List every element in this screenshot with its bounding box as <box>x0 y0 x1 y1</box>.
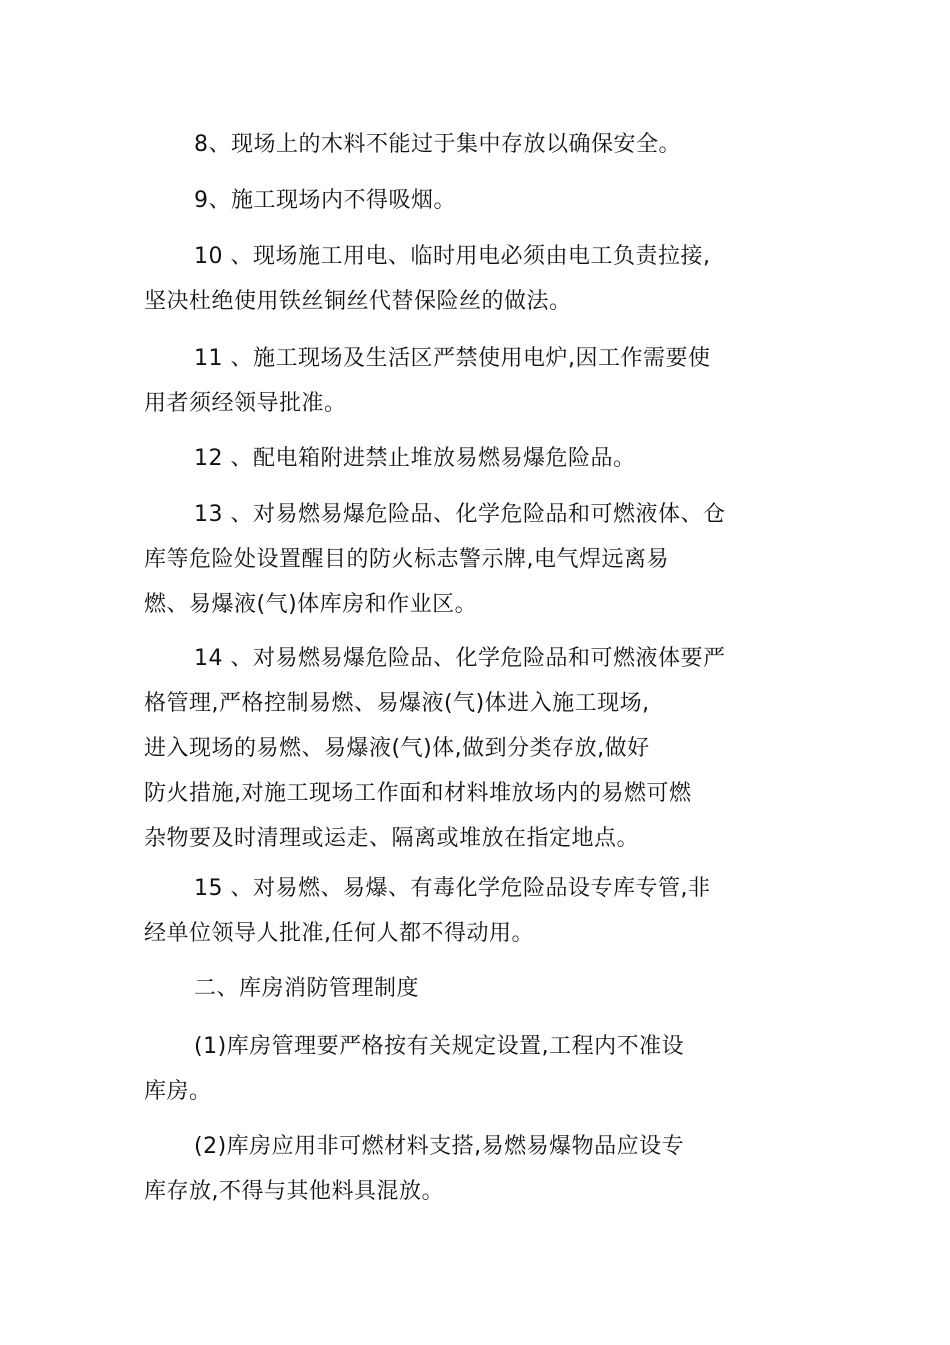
paragraph-line: 10 、现场施工用电、临时用电必须由电工负责拉接, <box>194 244 711 269</box>
paragraph-item-8 <box>144 122 744 167</box>
paragraph-line: 燃、易爆液(气)体库房和作业区。 <box>144 592 478 617</box>
paragraph-item-12 <box>144 436 744 481</box>
paragraph-line: 11 、施工现场及生活区严禁使用电炉,因工作需要使 <box>194 346 711 371</box>
paragraph-line: 用者须经领导批准。 <box>144 391 347 416</box>
paragraph-item-9 <box>144 178 744 223</box>
section-heading <box>144 966 744 1011</box>
paragraph-line: 15 、对易燃、易爆、有毒化学危险品设专库专管,非 <box>194 876 711 901</box>
paragraph-line: 库房。 <box>144 1079 212 1104</box>
paragraph-line: 坚决杜绝使用铁丝铜丝代替保险丝的做法。 <box>144 289 572 314</box>
paragraph-line: 杂物要及时清理或运走、隔离或堆放在指定地点。 <box>144 826 640 851</box>
paragraph-line: 9、施工现场内不得吸烟。 <box>194 188 456 213</box>
paragraph-item-15 <box>144 866 744 956</box>
paragraph-line: 13 、对易燃易爆危险品、化学危险品和可燃液体、仓 <box>194 502 726 527</box>
paragraph-item-13 <box>144 492 744 627</box>
paragraph-rule-1 <box>144 1024 744 1114</box>
paragraph-line: 经单位领导人批准,任何人都不得动用。 <box>144 921 534 946</box>
paragraph-line: 12 、配电箱附进禁止堆放易燃易爆危险品。 <box>194 446 636 471</box>
paragraph-item-10 <box>144 234 744 324</box>
paragraph-line: (2)库房应用非可燃材料支搭,易燃易爆物品应设专 <box>194 1134 685 1159</box>
paragraph-line: 8、现场上的木料不能过于集中存放以确保安全。 <box>194 132 681 157</box>
paragraph-line: 14 、对易燃易爆危险品、化学危险品和可燃液体要严 <box>194 646 726 671</box>
paragraph-line: 进入现场的易燃、易爆液(气)体,做到分类存放,做好 <box>144 736 650 761</box>
paragraph-line: 格管理,严格控制易燃、易爆液(气)体进入施工现场, <box>144 691 650 716</box>
paragraph-line: 库等危险处设置醒目的防火标志警示牌,电气焊远离易 <box>144 547 669 572</box>
section-heading-text: 二、库房消防管理制度 <box>194 976 420 1001</box>
paragraph-rule-2 <box>144 1124 744 1214</box>
paragraph-item-14 <box>144 636 744 861</box>
paragraph-line: 库存放,不得与其他料具混放。 <box>144 1179 444 1204</box>
paragraph-line: (1)库房管理要严格按有关规定设置,工程内不准设 <box>194 1034 685 1059</box>
paragraph-line: 防火措施,对施工现场工作面和材料堆放场内的易燃可燃 <box>144 781 692 806</box>
paragraph-item-11 <box>144 336 744 426</box>
